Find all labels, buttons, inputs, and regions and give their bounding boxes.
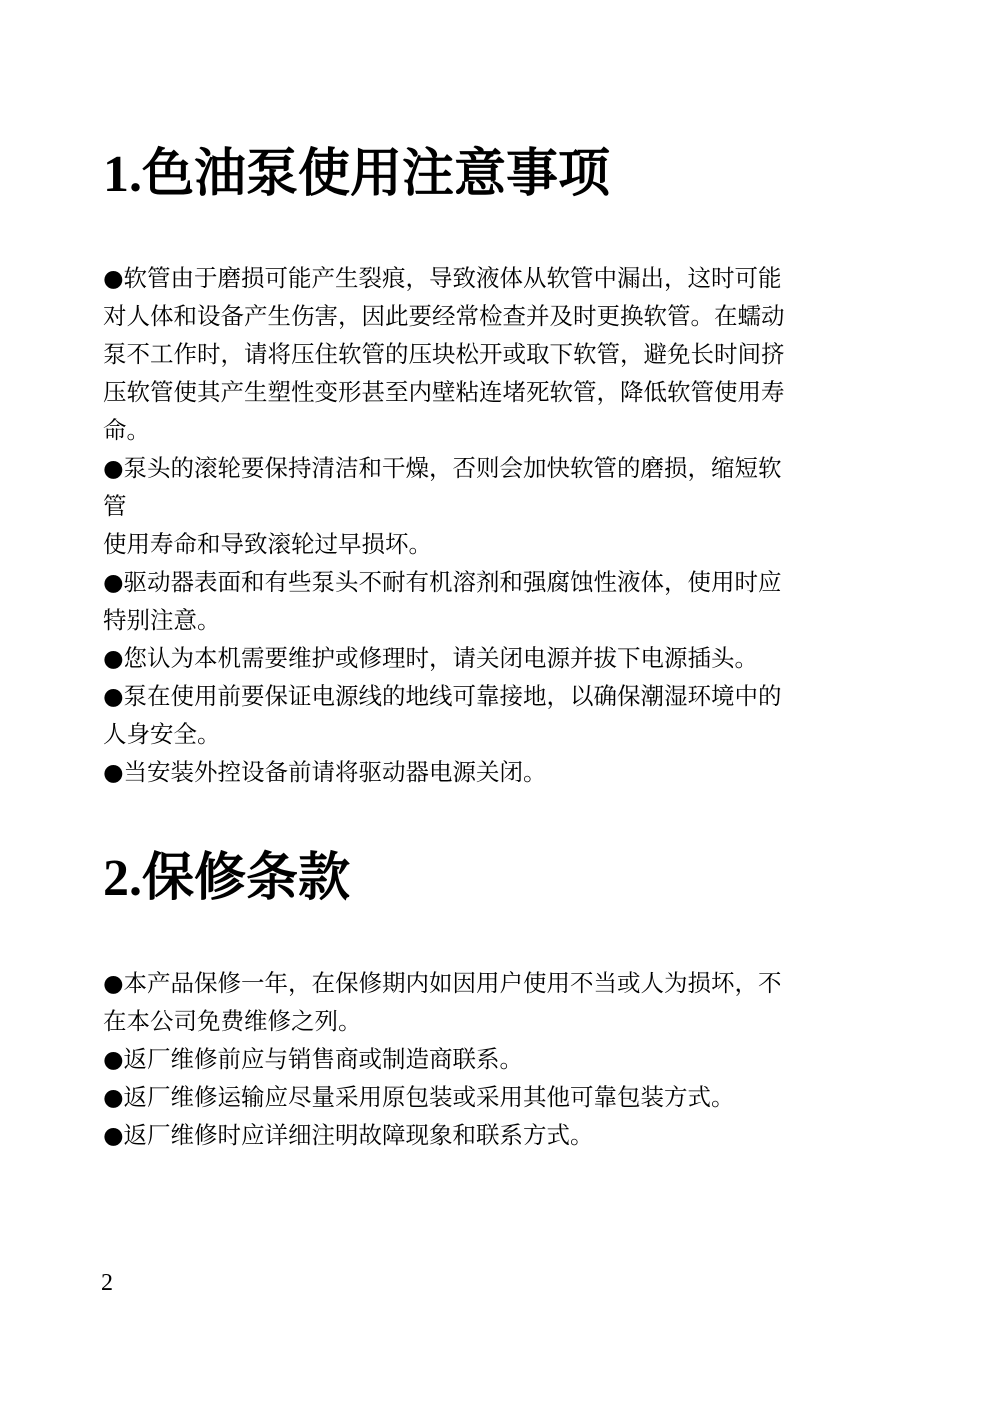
list-item xyxy=(103,1040,838,1078)
list-item xyxy=(103,677,838,753)
text-line: 人身安全。 xyxy=(103,720,221,748)
text-line: ●泵在使用前要保证电源线的地线可靠接地，以确保潮湿环境中的 xyxy=(103,682,782,710)
text-line: 在本公司免费维修之列。 xyxy=(103,1007,362,1035)
section-number: 1. xyxy=(103,146,142,203)
list-item xyxy=(103,563,838,639)
section-heading-precautions xyxy=(103,144,610,205)
text-line: 泵不工作时，请将压住软管的压块松开或取下软管，避免长时间挤 xyxy=(103,340,785,368)
text-line: ●本产品保修一年，在保修期内如因用户使用不当或人为损坏，不 xyxy=(103,969,782,997)
list-item xyxy=(103,639,838,677)
page-number: 2 xyxy=(101,1270,113,1296)
list-item xyxy=(103,753,838,791)
text-line: 命。 xyxy=(103,416,150,444)
list-item xyxy=(103,259,838,449)
text-line: ●返厂维修运输应尽量采用原包装或采用其他可靠包装方式。 xyxy=(103,1083,735,1111)
section-title: 色油泵使用注意事项 xyxy=(142,144,611,204)
warranty-list xyxy=(103,964,838,1154)
text-line: ●软管由于磨损可能产生裂痕，导致液体从软管中漏出，这时可能 xyxy=(103,264,782,292)
text-line: ●泵头的滚轮要保持清洁和干燥，否则会加快软管的磨损，缩短软 xyxy=(103,454,782,482)
text-line: 管 xyxy=(103,492,127,520)
list-item xyxy=(103,1116,838,1154)
list-item xyxy=(103,1078,838,1116)
precautions-list xyxy=(103,259,838,791)
text-line: ●返厂维修时应详细注明故障现象和联系方式。 xyxy=(103,1121,594,1149)
text-line: 使用寿命和导致滚轮过早损坏。 xyxy=(103,530,432,558)
list-item xyxy=(103,964,838,1040)
section-number: 2. xyxy=(103,850,142,907)
text-line: ●当安装外控设备前请将驱动器电源关闭。 xyxy=(103,758,547,786)
text-line: 对人体和设备产生伤害，因此要经常检查并及时更换软管。在蠕动 xyxy=(103,302,785,330)
text-line: 特别注意。 xyxy=(103,606,221,634)
text-line: ●您认为本机需要维护或修理时，请关闭电源并拔下电源插头。 xyxy=(103,644,759,672)
text-line: ●驱动器表面和有些泵头不耐有机溶剂和强腐蚀性液体，使用时应 xyxy=(103,568,782,596)
list-item xyxy=(103,449,838,563)
text-line: ●返厂维修前应与销售商或制造商联系。 xyxy=(103,1045,524,1073)
text-line: 压软管使其产生塑性变形甚至内壁粘连堵死软管，降低软管使用寿 xyxy=(103,378,785,406)
section-heading-warranty xyxy=(103,848,350,909)
section-title: 保修条款 xyxy=(142,848,351,908)
